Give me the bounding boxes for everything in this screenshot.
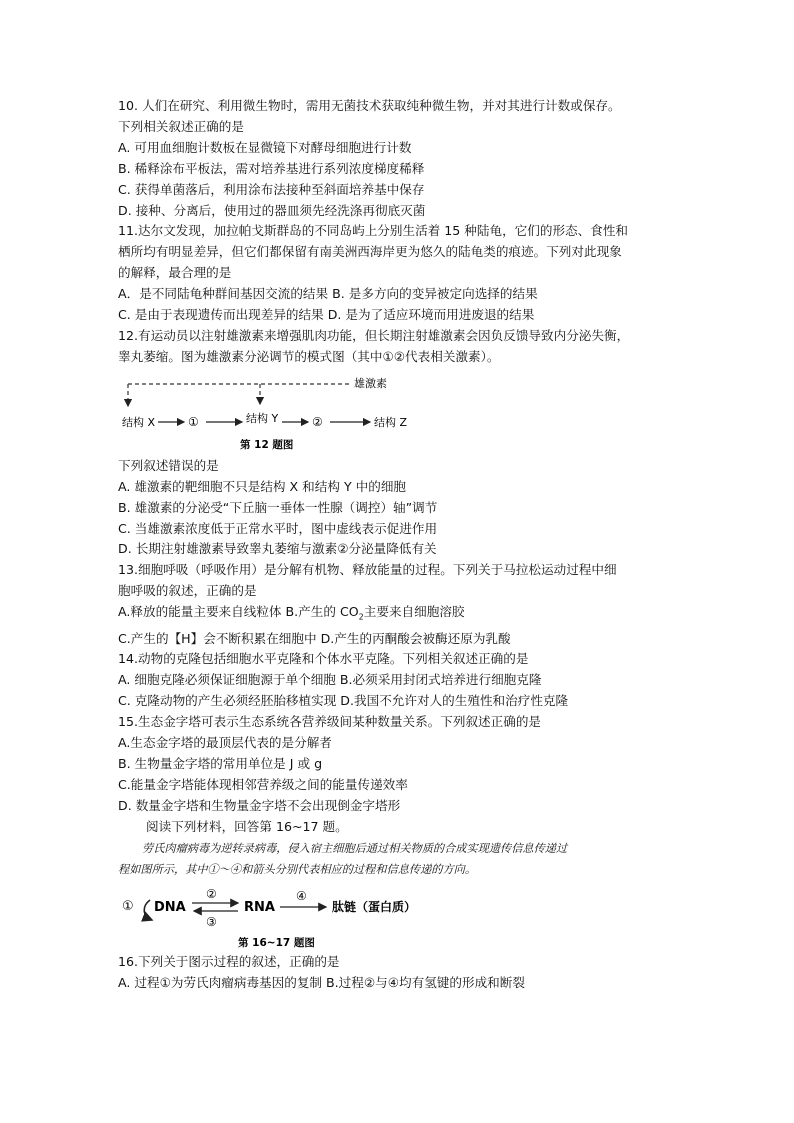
structure-x-label: 结构 X bbox=[122, 415, 156, 429]
q11-options-ab: A．是不同陆龟种群间基因交流的结果 B. 是多方向的变异被定向选择的结果 bbox=[118, 286, 538, 302]
reading-intro: 阅读下列材料，回答第 16~17 题。 bbox=[146, 818, 348, 834]
hormone-regulation-diagram bbox=[122, 374, 422, 454]
process-4-label: ④ bbox=[296, 888, 307, 903]
q12-stem: 下列叙述错误的是 bbox=[118, 457, 219, 473]
protein-label: 肽链（蛋白质） bbox=[332, 899, 417, 914]
hormone-2-label: ② bbox=[312, 414, 323, 429]
q13-option-ab-text: 主要来自细胞溶胶 bbox=[363, 604, 465, 620]
q11-stem: 11.达尔文发现，加拉帕戈斯群岛的不同岛屿上分别生活着 15 种陆龟，它们的形态、食性和 bbox=[118, 223, 629, 239]
q15-stem: 15.生态金字塔可表示生态系统各营养级间某种数量关系。下列叙述正确的是 bbox=[118, 714, 542, 730]
q10-option-b: B. 稀释涂布平板法，需对培养基进行系列浓度梯度稀释 bbox=[118, 160, 425, 176]
reading-material: 劳氏肉瘤病毒为逆转录病毒，侵入宿主细胞后通过相关物质的合成实现遗传信息传递过 bbox=[142, 841, 568, 855]
q12-option-a: A. 雄激素的靶细胞不只是结构 X 和结构 Y 中的细胞 bbox=[118, 478, 407, 494]
q12-option-d: D. 长期注射雄激素导致睾丸萎缩与激素②分泌量降低有关 bbox=[118, 541, 437, 557]
exam-page bbox=[118, 96, 678, 993]
q12-stem: 睾丸萎缩。图为雄激素分泌调节的模式图（其中①②代表相关激素）。 bbox=[118, 348, 500, 364]
q11-stem: 栖所均有明显差异，但它们都保留有南美洲西海岸更为悠久的陆龟类的痕迹。下列对此现象 bbox=[118, 244, 622, 260]
process-2-label: ② bbox=[206, 886, 217, 901]
hormone-label: 雄激素 bbox=[354, 376, 387, 390]
q10-option-d: D. 接种、分离后，使用过的器皿须先经洗涤再彻底灭菌 bbox=[118, 202, 426, 218]
q16-figure bbox=[120, 886, 430, 952]
q11-options-cd: C. 是由于表现遗传而出现差异的结果 D. 是为了适应环境而用进废退的结果 bbox=[118, 307, 535, 323]
q13-stem: 胞呼吸的叙述，正确的是 bbox=[118, 583, 257, 599]
rna-label: RNA bbox=[244, 899, 275, 915]
q12-option-c: C. 当雄激素浓度低于正常水平时，图中虚线表示促进作用 bbox=[118, 520, 438, 536]
q12-figure bbox=[122, 374, 422, 454]
q11-stem: 的解释，最合理的是 bbox=[118, 265, 232, 281]
q10-option-a: A. 可用血细胞计数板在显微镜下对酵母细胞进行计数 bbox=[118, 139, 412, 155]
process-3-label: ③ bbox=[206, 914, 217, 929]
q14-options-ab: A. 细胞克隆必须保证细胞源于单个细胞 B.必须采用封闭式培养进行细胞克隆 bbox=[118, 672, 542, 688]
q13-stem: 13.细胞呼吸（呼吸作用）是分解有机物、释放能量的过程。下列关于马拉松运动过程中细 bbox=[118, 562, 617, 578]
q15-option-d: D. 数量金字塔和生物量金字塔不会出现倒金字塔形 bbox=[118, 797, 401, 813]
process-1-label: ① bbox=[122, 898, 134, 914]
q13-options-cd: C.产生的【H】会不断积累在细胞中 D.产生的丙酮酸会被酶还原为乳酸 bbox=[118, 630, 511, 646]
q15-option-a: A.生态金字塔的最顶层代表的是分解者 bbox=[118, 735, 332, 751]
q10-option-c: C. 获得单菌落后，利用涂布法接种至斜面培养基中保存 bbox=[118, 181, 425, 197]
q12-stem: 12.有运动员以注射雄激素来增强肌肉功能，但长期注射雄激素会因负反馈导致内分泌失衡， bbox=[118, 327, 630, 343]
q13-options-ab bbox=[118, 602, 678, 628]
q16-stem: 16.下列关于图示过程的叙述，正确的是 bbox=[118, 953, 340, 969]
reading-material: 程如图所示，其中①～④和箭头分别代表相应的过程和信息传递的方向。 bbox=[118, 862, 477, 876]
q13-option-ab-text: A.释放的能量主要来自线粒体 B.产生的 CO bbox=[118, 604, 359, 620]
q14-stem: 14.动物的克隆包括细胞水平克隆和个体水平克隆。下列相关叙述正确的是 bbox=[118, 651, 529, 667]
figure-caption: 第 16~17 题图 bbox=[238, 936, 315, 949]
q10-stem: 10. 人们在研究、利用微生物时，需用无菌技术获取纯种微生物，并对其进行计数或保存。 bbox=[118, 98, 621, 113]
q14-options-cd: C. 克隆动物的产生必须经胚胎移植实现 D.我国不允许对人的生殖性和治疗性克隆 bbox=[118, 693, 569, 709]
q15-option-c: C.能量金字塔能体现相邻营养级之间的能量传递效率 bbox=[118, 776, 408, 792]
figure-caption: 第 12 题图 bbox=[240, 438, 294, 451]
structure-y-label: 结构 Y bbox=[246, 411, 279, 425]
subscript: 2 bbox=[358, 612, 364, 622]
q16-options-ab: A. 过程①为劳氏肉瘤病毒基因的复制 B.过程②与④均有氢键的形成和断裂 bbox=[118, 974, 525, 990]
q15-option-b: B. 生物量金字塔的常用单位是 J 或 g bbox=[118, 755, 323, 771]
q12-option-b: B. 雄激素的分泌受“下丘脑一垂体一性腺（调控）轴”调节 bbox=[118, 499, 438, 515]
replication-loop-arrow bbox=[144, 900, 152, 920]
dna-label: DNA bbox=[154, 899, 186, 915]
structure-z-label: 结构 Z bbox=[374, 415, 408, 429]
central-dogma-diagram bbox=[120, 886, 430, 952]
q10-stem: 下列相关叙述正确的是 bbox=[118, 118, 244, 134]
hormone-1-label: ① bbox=[188, 414, 199, 429]
